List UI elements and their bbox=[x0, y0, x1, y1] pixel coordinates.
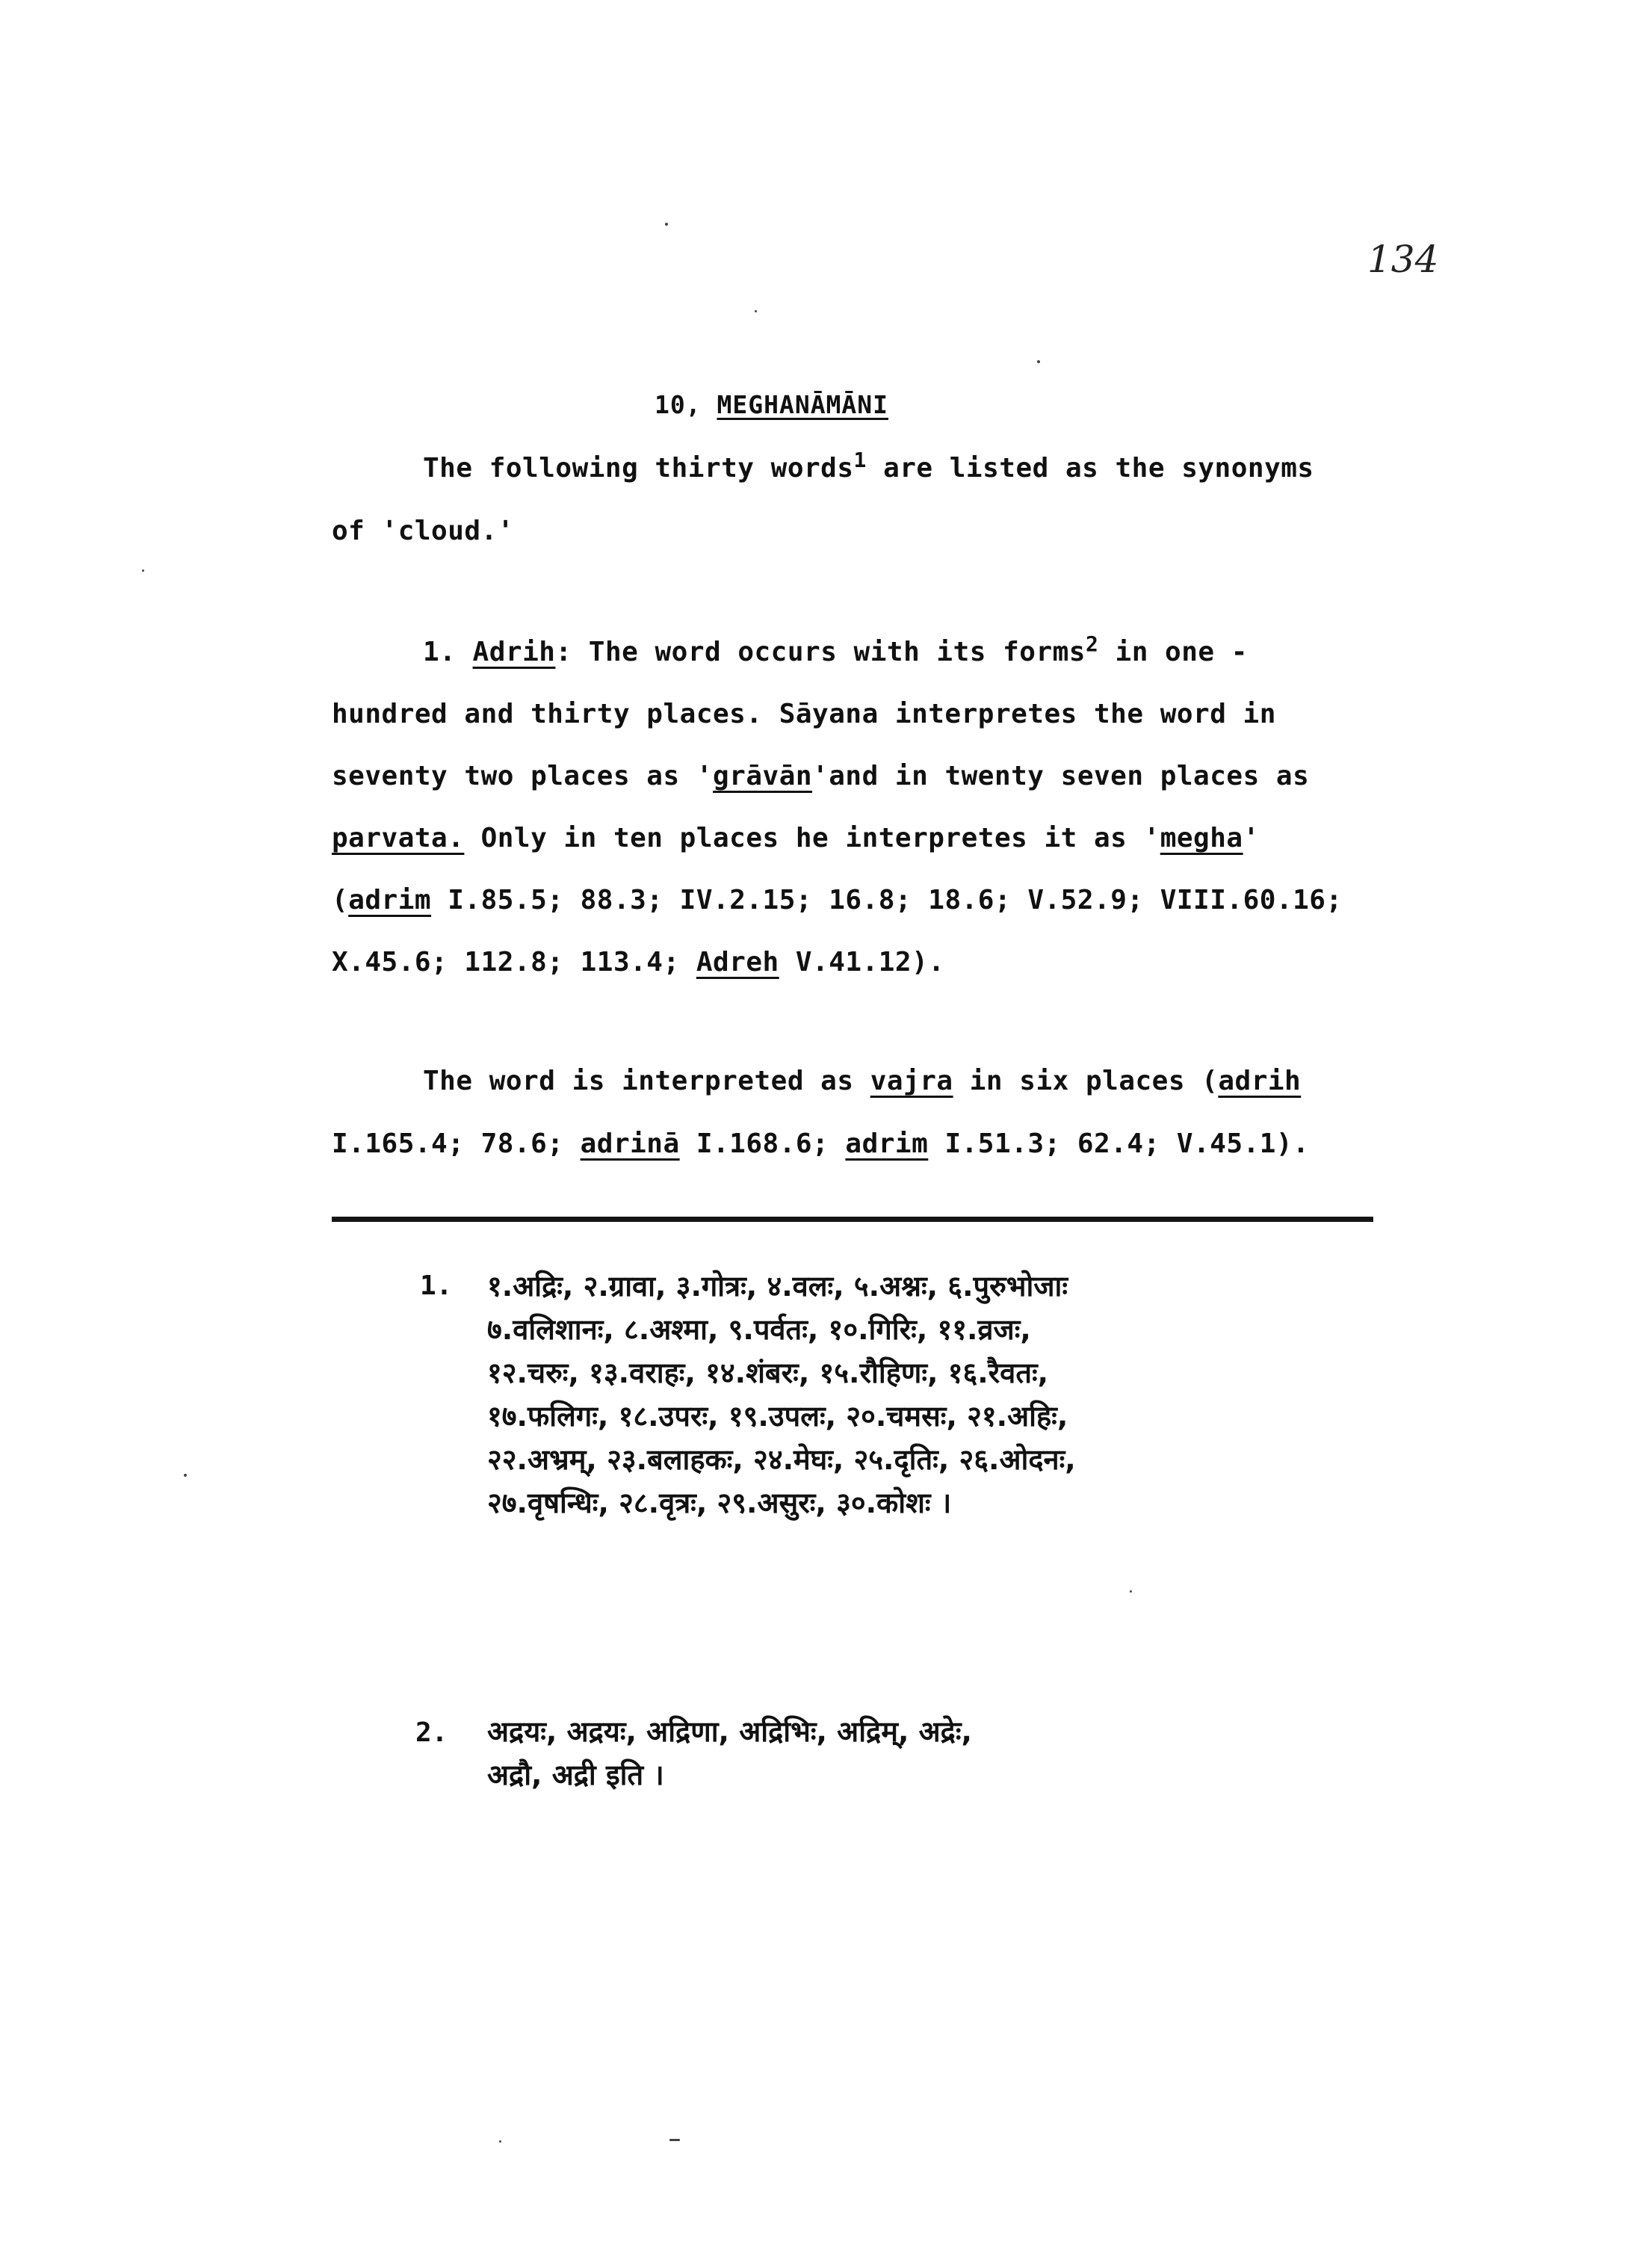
intro-text-cont: are listed as the synonyms bbox=[866, 453, 1314, 484]
section-title: MEGHANĀMĀNI bbox=[717, 390, 889, 419]
para2-refs-cont: I.168.6; bbox=[679, 1128, 846, 1159]
term-adrim-2: adrim bbox=[845, 1128, 929, 1159]
term-adreh: Adreh bbox=[696, 947, 779, 978]
footnote-1-row: १२.चरुः, १३.वराहः, १४.शंबरः, १५.रौहिणः, १६.रैवतः, bbox=[487, 1356, 1049, 1389]
term-vajra: vajra bbox=[870, 1066, 953, 1096]
para1-refs-cont: V.41.12). bbox=[779, 947, 945, 978]
scan-speck bbox=[184, 1474, 187, 1477]
footnote-2-row: अद्रौ, अद्री इति । bbox=[487, 1758, 664, 1791]
scan-speck bbox=[669, 2139, 680, 2141]
footnote-ref-2: 2 bbox=[1085, 631, 1099, 656]
scan-speck bbox=[665, 223, 668, 226]
footnote-1-row: १७.फलिगः, १८.उपरः, १९.उपलः, २०.चमसः, २१.अहिः, bbox=[487, 1400, 1068, 1433]
para1-text-cont: 'and in twenty seven places as bbox=[812, 761, 1310, 791]
term-gravan: grāvān bbox=[713, 761, 813, 791]
term-adrih: Adrih bbox=[472, 637, 556, 667]
footnote-1-row: २२.अभ्रम्, २३.बलाहकः, २४.मेघः, २५.दृतिः, २६.ओदनः, bbox=[487, 1443, 1076, 1476]
para2-refs-end: I.51.3; 62.4; V.45.1). bbox=[928, 1128, 1310, 1159]
footnote-2-row: अद्रयः, अद्रयः, अद्रिणा, अद्रिभिः, अद्रिम्, अद्रेः, bbox=[487, 1715, 972, 1748]
para2-line-1 bbox=[423, 1066, 1301, 1096]
intro-line-1 bbox=[423, 448, 1314, 484]
scan-speck bbox=[1037, 360, 1040, 363]
para1-text: : The word occurs with its forms bbox=[555, 637, 1086, 667]
section-number: 10, bbox=[655, 390, 702, 419]
para1-line-4 bbox=[332, 823, 1260, 853]
footnote-divider bbox=[332, 1217, 1373, 1222]
footnote-1-row: ७.वलिशानः, ८.अश्मा, ९.पर्वतः, १०.गिरिः, ११.व्रजः, bbox=[487, 1313, 1031, 1346]
footnote-1-number: 1. bbox=[420, 1270, 453, 1301]
scan-speck bbox=[755, 310, 757, 312]
para1-line-6 bbox=[332, 947, 944, 978]
footnote-ref-1: 1 bbox=[853, 448, 867, 472]
footnote-1-row: २७.वृषन्धिः, २८.वृत्रः, २९.असुरः, ३०.कोशः । bbox=[487, 1486, 952, 1519]
term-adrim: adrim bbox=[348, 885, 432, 915]
para1-line-5 bbox=[332, 885, 1343, 915]
term-parvata: parvata. bbox=[332, 823, 465, 853]
para1-refs: X.45.6; 112.8; 113.4; bbox=[332, 947, 696, 978]
scan-speck bbox=[1130, 1590, 1132, 1593]
para1-refs: I.85.5; 88.3; IV.2.15; 16.8; 18.6; V.52.9; VIII.60.16; bbox=[431, 885, 1343, 915]
scan-speck bbox=[499, 2140, 501, 2143]
intro-line-2: of 'cloud.' bbox=[332, 516, 514, 546]
footnote-1-row: १.अद्रिः, २.ग्रावा, ३.गोत्रः, ४.वलः, ५.अश्नः, ६.पुरुभोजाः bbox=[487, 1270, 1068, 1303]
para1-line-3 bbox=[332, 761, 1309, 791]
para1-text: ( bbox=[332, 885, 349, 915]
para2-text: The word is interpreted as bbox=[423, 1066, 870, 1096]
para1-line-1 bbox=[423, 631, 1248, 667]
para2-line-2 bbox=[332, 1128, 1309, 1159]
scan-speck bbox=[142, 569, 144, 572]
page-number: 134 bbox=[1367, 238, 1439, 281]
term-adrina: adrinā bbox=[580, 1128, 680, 1159]
para1-text-cont: ' bbox=[1243, 823, 1260, 853]
para2-text-cont: in six places ( bbox=[953, 1066, 1219, 1096]
intro-text: The following thirty words bbox=[423, 453, 854, 484]
para1-text: Only in ten places he interpretes it as ' bbox=[464, 823, 1160, 853]
term-adrih-2: adrih bbox=[1218, 1066, 1302, 1096]
para1-text: seventy two places as ' bbox=[332, 761, 713, 791]
term-megha: megha bbox=[1160, 823, 1243, 853]
para1-number: 1. bbox=[423, 637, 457, 667]
para1-text-cont: in one - bbox=[1098, 637, 1248, 667]
para2-refs: I.165.4; 78.6; bbox=[332, 1128, 581, 1159]
section-heading bbox=[655, 390, 888, 419]
footnote-2-number: 2. bbox=[415, 1717, 448, 1748]
para1-line-2: hundred and thirty places. Sāyana interpretes the word in bbox=[332, 699, 1276, 729]
